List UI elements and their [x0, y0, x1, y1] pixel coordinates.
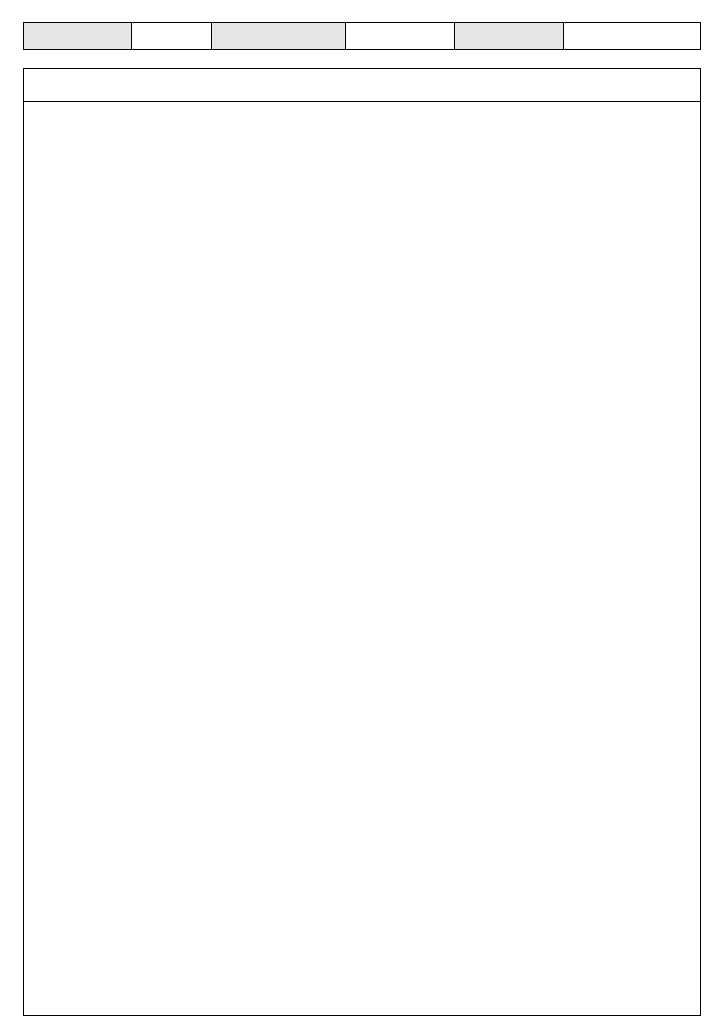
catalog-header [23, 22, 701, 50]
catalog-number-label [455, 23, 564, 49]
subject-group-value [346, 23, 455, 49]
subject-group-label [212, 23, 346, 49]
academic-year-label [24, 23, 132, 49]
course-syllabus-form [23, 68, 701, 1016]
course-title-row [24, 69, 700, 102]
catalog-number-value [564, 23, 702, 49]
academic-year-value [132, 23, 212, 49]
